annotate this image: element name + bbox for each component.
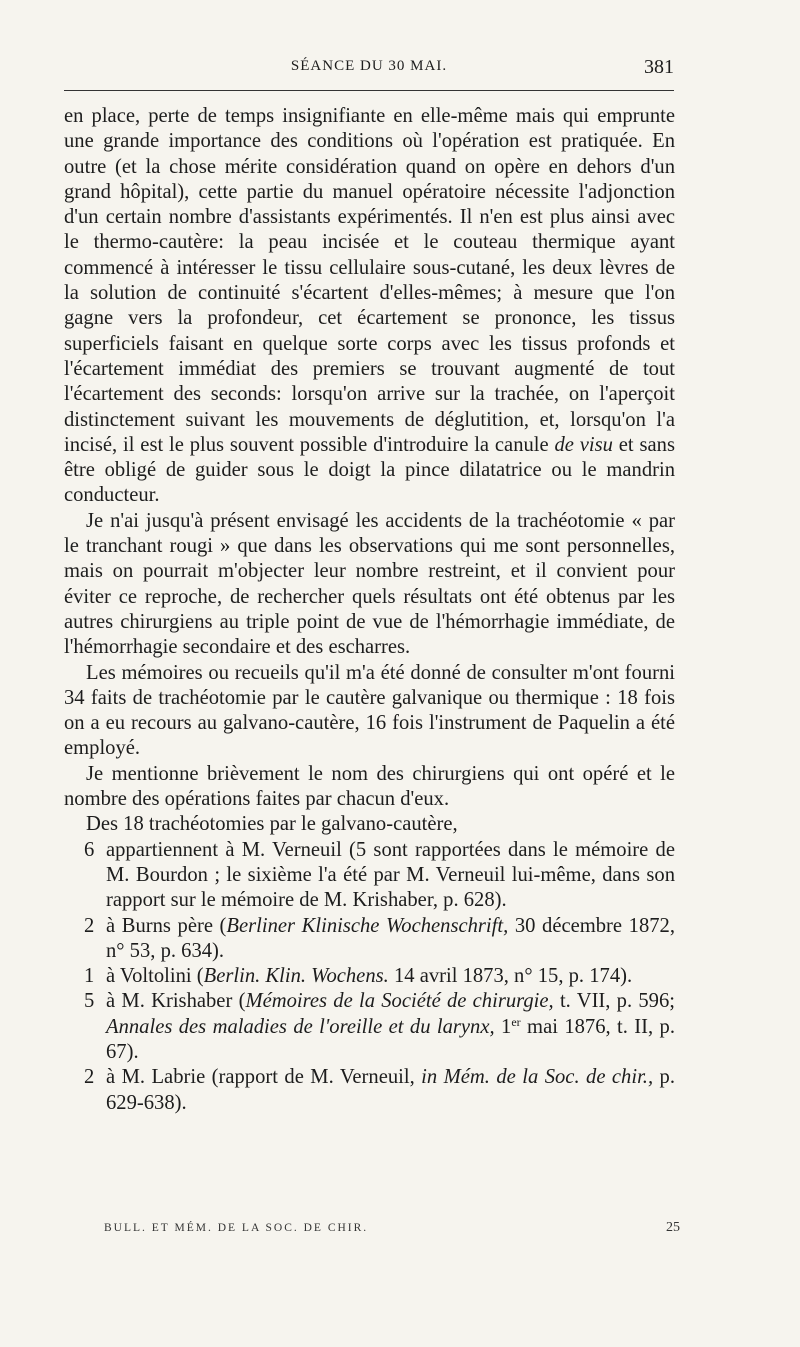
list-item-5-pre: à M. Labrie (rapport de M. Verneuil, bbox=[106, 1066, 422, 1089]
list-item-4-post: mai 1876, t. II, p. 67). bbox=[106, 1015, 676, 1063]
list-item-4-count: 5 bbox=[84, 990, 95, 1013]
list-item-3-post: 14 avril 1873, n° 15, p. 174). bbox=[388, 965, 633, 988]
list-item-2-count: 2 bbox=[84, 914, 95, 937]
page-number: 381 bbox=[644, 56, 674, 78]
list-item-5 bbox=[64, 1065, 675, 1116]
running-title: SÉANCE DU 30 MAI. bbox=[290, 58, 448, 74]
de-visu-term: de visu bbox=[554, 433, 613, 456]
list-item-1 bbox=[64, 838, 675, 914]
paragraph-2: Je n'ai jusqu'à présent envisagé les accidents de la trachéotomie « par le tranchant rougi » que dans les observations qui me sont personnelles, mais on pourrait m'objecter leur nombre restreint, et il convient pour éviter ce reproche, de rechercher quels résultats ont été obtenus par les autres chirurgiens au triple point de vue de l'hémorrhagie immédiate, de l'hémorrhagie secondaire et des escharres. bbox=[64, 509, 675, 659]
list-item-4-journal: Mémoires de la Société de chirurgie, bbox=[245, 990, 554, 1013]
sheet-number: 25 bbox=[666, 1220, 680, 1235]
paragraph-5: Des 18 trachéotomies par le galvano-cautère, bbox=[86, 813, 458, 836]
list-item-4-journal-2: Annales des maladies de l'oreille et du larynx, bbox=[106, 1015, 495, 1038]
list-item-2-pre: à Burns père ( bbox=[106, 914, 227, 937]
list-item-2-post: 30 décembre 1872, n° 53, p. 634). bbox=[106, 914, 675, 962]
list-item-3 bbox=[64, 964, 675, 989]
list-item-4-post-pre: 1 bbox=[494, 1015, 512, 1038]
signature-line: BULL. ET MÉM. DE LA SOC. DE CHIR. bbox=[104, 1222, 369, 1234]
list-item-1-text: appartiennent à M. Verneuil (5 sont rapportées dans le mémoire de M. Bourdon ; le sixième l'a été par M. Verneuil lui-même, dans son rapport sur le mémoire de M. Krishaber, p. 628). bbox=[106, 838, 675, 912]
list-item-5-count: 2 bbox=[84, 1066, 95, 1089]
list-item-3-pre: à Voltolini ( bbox=[106, 965, 204, 988]
running-head bbox=[64, 58, 674, 86]
list-item-3-count: 1 bbox=[84, 965, 95, 988]
signature-footer bbox=[104, 1222, 680, 1246]
list-item-4-pre: à M. Krishaber ( bbox=[106, 990, 246, 1013]
paragraph-4: Je mentionne brièvement le nom des chirurgiens qui ont opéré et le nombre des opérations faites par chacun d'eux. bbox=[64, 762, 675, 811]
list-item-4-mid: t. VII, p. 596; bbox=[553, 990, 676, 1013]
header-rule bbox=[64, 90, 674, 91]
list-item-2-journal: Berliner Klinische Wochenschrift, bbox=[226, 914, 509, 937]
list-item-5-journal: in Mém. de la Soc. de chir., bbox=[421, 1066, 654, 1089]
list-item-2 bbox=[64, 914, 675, 965]
paragraph-3: Les mémoires ou recueils qu'il m'a été donné de consulter m'ont fourni 34 faits de trachéotomie par le cautère galvanique ou thermique : 18 fois on a eu recours au galvano-cautère, 16 fois l'instrument de Paquelin a été employé. bbox=[64, 661, 675, 760]
body-text bbox=[64, 104, 675, 1116]
list-item-3-journal: Berlin. Klin. Wochens. bbox=[203, 965, 389, 988]
list-item-5-post: p. 629-638). bbox=[106, 1066, 675, 1114]
list-item-1-count: 6 bbox=[84, 838, 95, 861]
paragraph-1-text: en place, perte de temps insignifiante en elle-même mais qui emprunte une grande importance des conditions où l'opération est pratiquée. En outre (et la chose mérite considération quand on opère en dehors d'un grand hôpital), cette partie du manuel opératoire nécessite l'adjonction d'un certain nombre d'assistants expérimentés. Il n'en est plus ainsi avec le thermo-cautère: la peau incisée et le couteau thermique ayant commencé à intéresser le tissu cellulaire sous-cutané, les deux lèvres de la solution de continuité s'écartent d'elles-mêmes; à mesure que l'on gagne vers la profondeur, cet écartement se prononce, les tissus superficiels faisant en quelque sorte corps avec les tissus profonds et l'écartement immédiat des premiers se trouvant augmenté de tout l'écartement des seconds: lorsqu'on arrive sur la trachée, on l'aperçoit distinctement suivant les mouvements de déglutition, et, lorsqu'on l'a incisé, il est le plus souvent possible d'introduire la canule bbox=[64, 105, 675, 456]
list-item-4-sup: er bbox=[511, 1014, 521, 1029]
paragraph-1 bbox=[64, 104, 675, 509]
paragraph-1-cont: et sans être obligé de guider sous le doigt la pince dilatatrice ou le mandrin conducteur. bbox=[64, 433, 675, 507]
list-item-4 bbox=[64, 989, 675, 1065]
